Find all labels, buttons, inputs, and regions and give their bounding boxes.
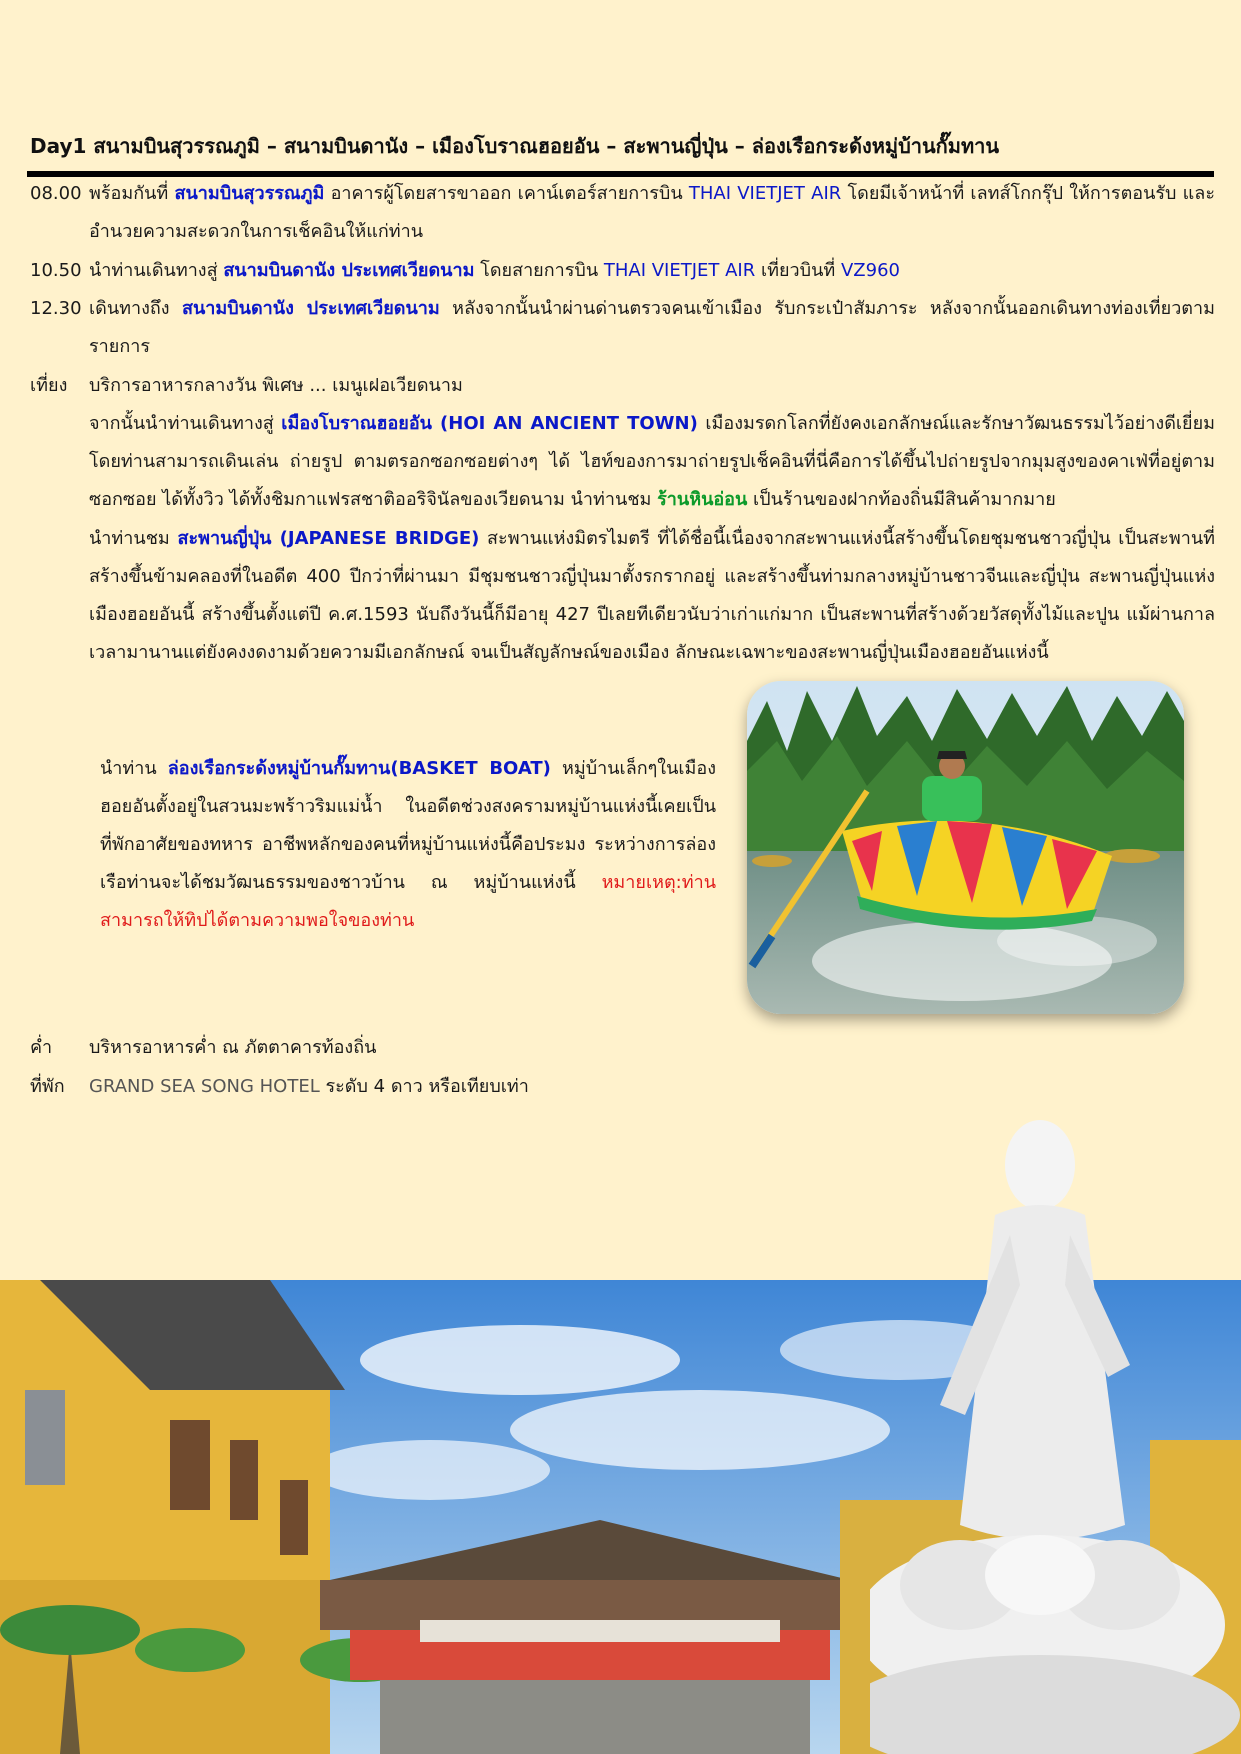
guanyin-statue-image [870, 1105, 1241, 1754]
meal-label: ค่ำ [30, 1037, 53, 1058]
text-segment: นำท่านเดินทางสู่ [89, 260, 224, 281]
basket-boat-paragraph [100, 750, 716, 940]
highlight-place: สนามบินสุวรรณภูมิ [174, 183, 325, 204]
text-segment: พร้อมกันที่ [89, 183, 175, 204]
highlight-airline: THAI VIETJET AIR [603, 260, 756, 281]
text-segment: นำท่าน [100, 758, 168, 779]
time-label: 10.50 [30, 260, 82, 281]
text-segment: เมืองมรดกโลกที่ยังคงเอกลักษณ์และรักษาวัฒนธรรมไว้อย่างดีเยี่ยม โดยท่านสามารถเดินเล่น ถ่ายรูป ตามตรอกซอกซอยต่างๆ ได้ ไฮท์ของการมาถ่ายรูปเช็คอินที่นี่คือการได้ขึ้นไปถ่ายรูปจากมุมสูงของคาเฟ่ที่อยู่ตามซอกซอย ได้ทั้งวิว ได้ทั้งชิมกาแฟรสชาติออริจินัลของเวียดนาม นำท่านชม [89, 413, 1216, 510]
hotel-name: GRAND SEA SONG HOTEL [89, 1076, 320, 1097]
highlight-shop: ร้านหินอ่อน [657, 489, 748, 510]
highlight-place: สะพานญี่ปุ่น (JAPANESE BRIDGE) [177, 528, 480, 549]
text-segment: หมู่บ้านเล็กๆในเมืองฮอยอันตั้งอยู่ในสวนมะพร้าวริมแม่น้ำ ในอดีตช่วงสงครามหมู่บ้านแห่งนี้เคยเป็นที่พักอาศัยของทหาร อาชีพหลักของคนที่หมู่บ้านแห่งนี้คือประมง ระหว่างการล่องเรือท่านจะได้ชมวัฒนธรรมของชาวบ้าน ณ หมู่บ้านแห่งนี้ [100, 758, 716, 893]
time-label: 12.30 [30, 298, 82, 319]
hotel-text [89, 1068, 1215, 1106]
day-title: Day1 สนามบินสุวรรณภูมิ – สนามบินดานัง – เมืองโบราณฮอยอัน – สะพานญี่ปุ่น – ล่องเรือกระด้งหมู่บ้านกั๊มทาน [30, 134, 1000, 158]
text-segment: โดยมีเจ้าหน้าที่ เลทส์โกกรุ๊ป ให้การตอนรับ และ อำนวยความสะดวกในการเช็คอินให้แก่ท่าน [89, 183, 1215, 242]
time-label: 08.00 [30, 183, 82, 204]
tip-note: หมายเหตุ:ท่านสามารถให้ทิปได้ตามความพอใจของท่าน [100, 872, 716, 931]
hotel-rating: ระดับ 4 ดาว หรือเทียบเท่า [319, 1076, 529, 1097]
meal-label: เที่ยง [30, 375, 68, 396]
meal-text: บริการอาหารกลางวัน พิเศษ ... เมนูเฝอเวียดนาม [89, 375, 463, 396]
highlight-place: ล่องเรือกระด้งหมู่บ้านกั๊มทาน(BASKET BOAT) [167, 758, 551, 779]
text-segment: หลังจากนั้นนำผ่านด่านตรวจคนเข้าเมือง รับกระเป๋าสัมภาระ หลังจากนั้นออกเดินทางท่องเที่ยวตามรายการ [89, 298, 1215, 357]
text-segment: โดยสายการบิน [474, 260, 604, 281]
meal-text: บริหารอาหารค่ำ ณ ภัตตาคารท้องถิ่น [89, 1037, 377, 1058]
text-segment: อาคารผู้โดยสารขาออก เคาน์เตอร์สายการบิน [324, 183, 689, 204]
text-segment: เดินทางถึง [89, 298, 182, 319]
text-segment: เที่ยวบินที่ [755, 260, 841, 281]
schedule-text [89, 290, 1215, 366]
schedule-text [89, 175, 1215, 251]
text-segment: นำท่านชม [89, 528, 178, 549]
highlight-place: สนามบินดานัง ประเทศเวียดนาม [223, 260, 475, 281]
highlight-airline: THAI VIETJET AIR [688, 183, 842, 204]
highlight-place: เมืองโบราณฮอยอัน (HOI AN ANCIENT TOWN) [281, 413, 698, 434]
text-segment: สะพานแห่งมิตรไมตรี ที่ได้ชื่อนี้เนื่องจากสะพานแห่งนี้สร้างขึ้นโดยชุมชนชาวญี่ปุ่น เป็นสะพานที่สร้างขึ้นข้ามคลองที่ในอดีต 400 ปีกว่าที่ผ่านมา มีชุมชนชาวญี่ปุ่นมาตั้งรกรากอยู่ และสร้างขึ้นท่ามกลางหมู่บ้านชาวจีนและญี่ปุ่น สะพานญี่ปุ่นแห่งเมืองฮอยอันนี้ สร้างขึ้นตั้งแต่ปี ค.ศ.1593 นับถึงวันนี้ก็มีอายุ 427 ปีเลยทีเดียวนับว่าเก่าแก่มาก เป็นสะพานที่สร้างด้วยวัสดุทั้งไม้และปูน แม้ผ่านกาลเวลามานานแต่ยังคงงดงามด้วยความมีเอกลักษณ์ จนเป็นสัญลักษณ์ของเมือง ลักษณะเฉพาะของสะพานญี่ปุ่นเมืองฮอยอันแห่งนี้ [89, 528, 1215, 663]
hoian-text [89, 405, 1215, 519]
highlight-flight: VZ960 [840, 260, 900, 281]
basket-boat-photo [747, 681, 1184, 1014]
text-segment: จากนั้นนำท่านเดินทางสู่ [89, 413, 282, 434]
bridge-text [89, 520, 1215, 672]
schedule-text [89, 252, 1215, 290]
highlight-place: สนามบินดานัง ประเทศเวียดนาม [181, 298, 440, 319]
hotel-label: ที่พัก [30, 1076, 65, 1097]
text-segment: เป็นร้านของฝากท้องถิ่นมีสินค้ามากมาย [747, 489, 1056, 510]
